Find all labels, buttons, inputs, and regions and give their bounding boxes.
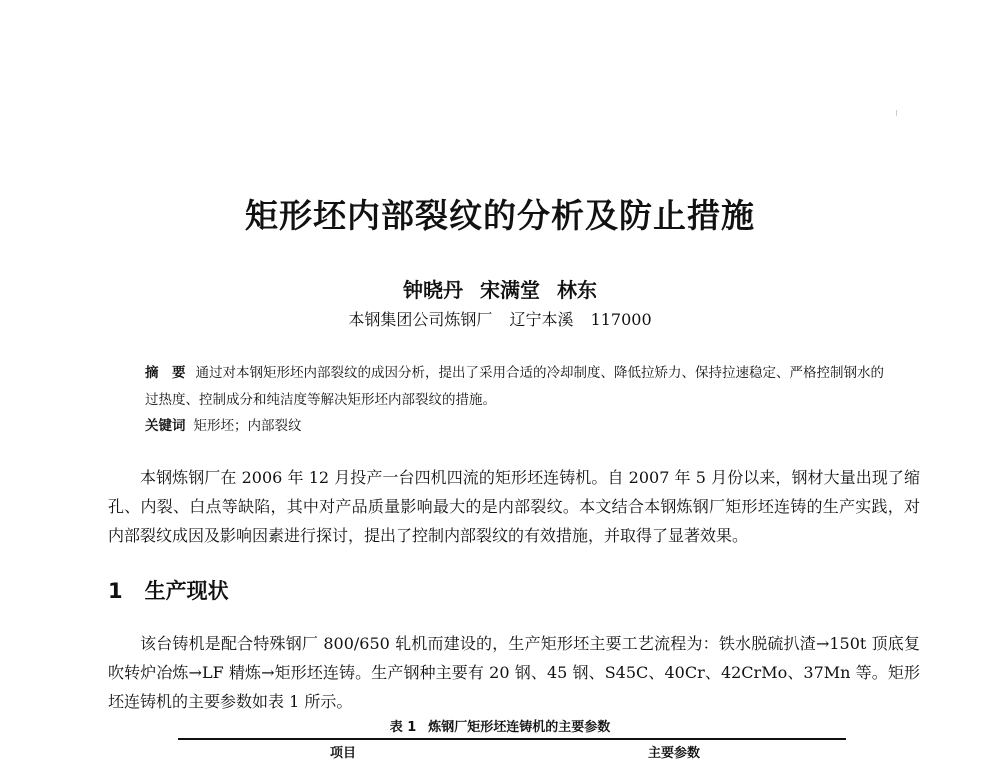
- section-1-heading: [108, 575, 229, 605]
- section-title: 生产现状: [144, 579, 229, 603]
- affiliation-postcode: 117000: [590, 310, 652, 329]
- table-label: 表 1: [389, 720, 417, 735]
- keywords-label: 关键词: [145, 418, 186, 434]
- affiliation-place: 辽宁本溪: [509, 310, 574, 329]
- table-top-rule: [178, 738, 846, 740]
- intro-paragraph: 本钢炼钢厂在 2006 年 12 月投产一台四机四流的矩形坯连铸机。自 2007 年 5 月份以来，钢材大量出现了缩孔、内裂、白点等缺陷，其中对产品质量影响最大的是内部裂纹。本文结合本钢炼钢厂矩形坯连铸的生产实践，对内部裂纹成因及影响因素进行探讨，提出了控制内部裂纹的有效措施，并取得了显著效果。: [108, 468, 920, 545]
- author-list: 钟晓丹 宋满堂 林东: [403, 278, 597, 302]
- affiliation: [0, 307, 1000, 330]
- keywords-text: 矩形坯；内部裂纹: [193, 418, 302, 434]
- affiliation-org: 本钢集团公司炼钢厂: [348, 310, 493, 329]
- abstract: [145, 360, 890, 414]
- abstract-text: 通过对本钢矩形坯内部裂纹的成因分析，提出了采用合适的冷却制度、降低拉矫力、保持拉速稳定、严格控制钢水的过热度、控制成分和纯洁度等解决矩形坯内部裂纹的措施。: [145, 365, 884, 408]
- paper-title: 矩形坯内部裂纹的分析及防止措施: [245, 196, 755, 235]
- section-1-paragraph: 该台铸机是配合特殊钢厂 800/650 轧机而建设的，生产矩形坯主要工艺流程为：铁水脱硫扒渣→150t 顶底复吹转炉冶炼→LF 精炼→矩形坯连铸。生产钢种主要有 20 钢、45 钢、S45C、40Cr、42CrMo、37Mn 等。矩形坯连铸机的主要参数如表 1 所示。: [108, 634, 920, 711]
- table-caption-text: 炼钢厂矩形坯连铸机的主要参数: [428, 720, 611, 735]
- keywords: [145, 414, 890, 434]
- scan-mark: [896, 110, 897, 116]
- table-header-params: 主要参数: [648, 746, 701, 761]
- table-1-caption: [0, 716, 1000, 735]
- abstract-label: 摘 要: [145, 365, 186, 381]
- table-header-item: 项目: [330, 746, 357, 761]
- section-number: 1: [108, 579, 123, 603]
